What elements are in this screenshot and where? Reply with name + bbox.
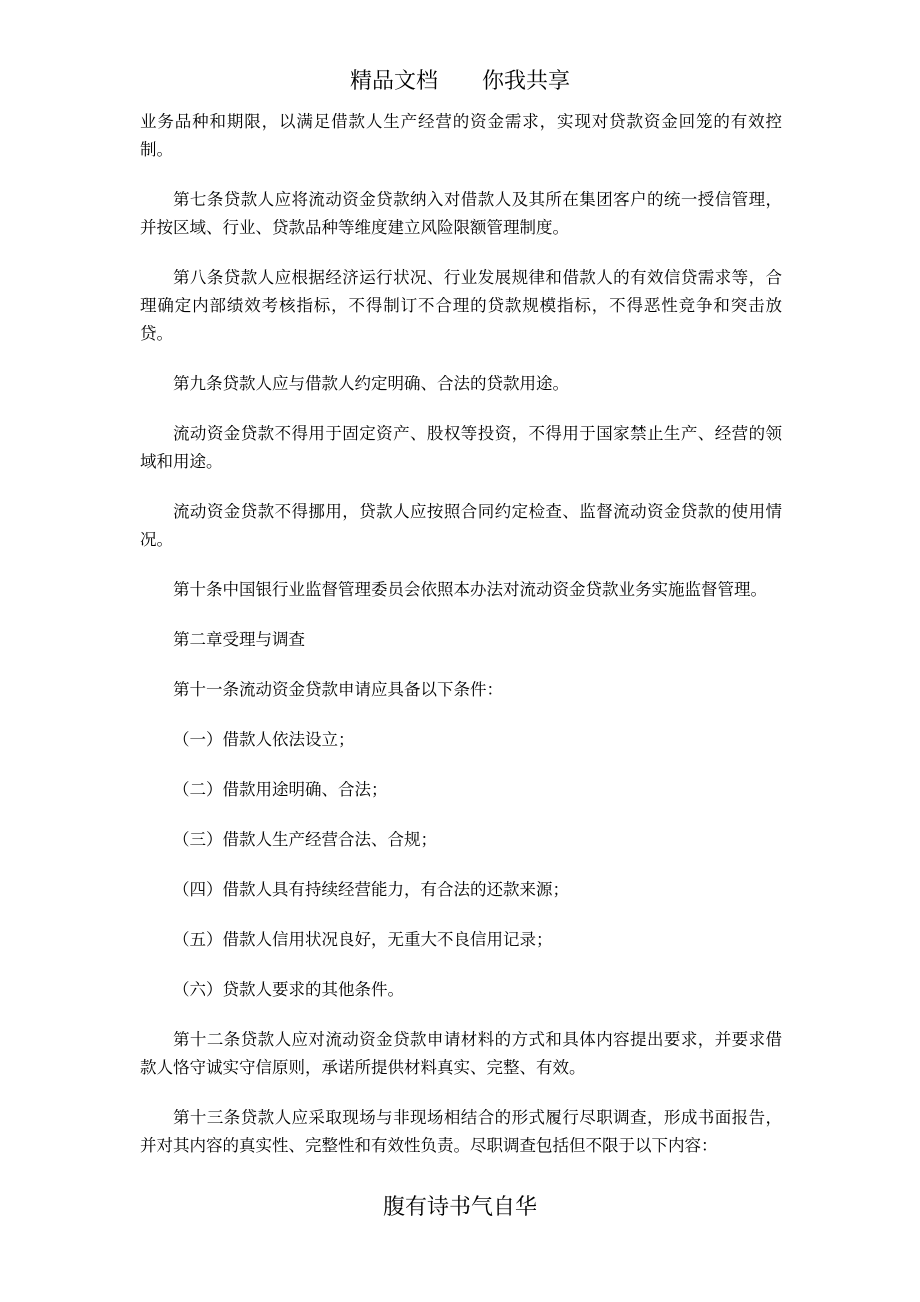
list-item-condition-6: （六）贷款人要求的其他条件。 bbox=[173, 980, 404, 999]
page-footer: 腹有诗书气自华 bbox=[382, 1195, 537, 1220]
paragraph-article-11: 第十一条流动资金贷款申请应具备以下条件： bbox=[173, 680, 503, 699]
document-body bbox=[140, 108, 782, 1182]
paragraph-article-10: 第十条中国银行业监督管理委员会依照本办法对流动资金贷款业务实施监督管理。 bbox=[173, 580, 767, 599]
page-header: 精品文档 你我共享 bbox=[349, 69, 570, 94]
list-item-condition-3: （三）借款人生产经营合法、合规； bbox=[173, 830, 437, 849]
list-item-condition-4: （四）借款人具有持续经营能力，有合法的还款来源； bbox=[173, 880, 569, 899]
paragraph-loan-use-restriction: 流动资金贷款不得用于固定资产、股权等投资，不得用于国家禁止生产、经营的领域和用途。 bbox=[140, 424, 782, 471]
list-item-condition-2: （二）借款用途明确、合法； bbox=[173, 780, 388, 799]
list-item-condition-1: （一）借款人依法设立； bbox=[173, 730, 355, 749]
paragraph-continuation: 业务品种和期限，以满足借款人生产经营的资金需求，实现对贷款资金回笼的有效控制。 bbox=[140, 112, 782, 159]
paragraph-article-8: 第八条贷款人应根据经济运行状况、行业发展规律和借款人的有效信贷需求等，合理确定内部绩效考核指标，不得制订不合理的贷款规模指标，不得恶性竞争和突击放贷。 bbox=[140, 268, 782, 343]
paragraph-article-12: 第十二条贷款人应对流动资金贷款申请材料的方式和具体内容提出要求，并要求借款人恪守诚实守信原则，承诺所提供材料真实、完整、有效。 bbox=[140, 1030, 782, 1077]
paragraph-article-7: 第七条贷款人应将流动资金贷款纳入对借款人及其所在集团客户的统一授信管理，并按区域、行业、贷款品种等维度建立风险限额管理制度。 bbox=[140, 190, 782, 237]
chapter-heading: 第二章受理与调查 bbox=[173, 630, 305, 649]
paragraph-article-13: 第十三条贷款人应采取现场与非现场相结合的形式履行尽职调查，形成书面报告，并对其内容的真实性、完整性和有效性负责。尽职调查包括但不限于以下内容： bbox=[140, 1108, 782, 1155]
paragraph-article-9: 第九条贷款人应与借款人约定明确、合法的贷款用途。 bbox=[173, 374, 569, 393]
paragraph-loan-misuse: 流动资金贷款不得挪用，贷款人应按照合同约定检查、监督流动资金贷款的使用情况。 bbox=[140, 502, 782, 549]
list-item-condition-5: （五）借款人信用状况良好，无重大不良信用记录； bbox=[173, 930, 553, 949]
